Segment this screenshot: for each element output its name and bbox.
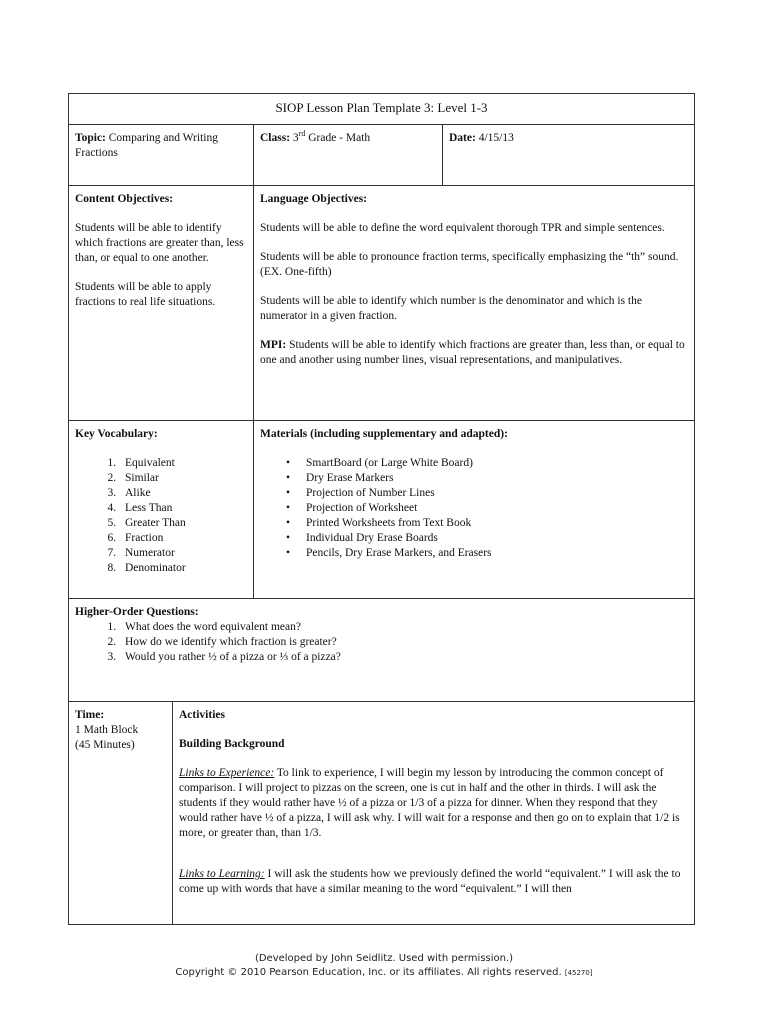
time-line-1: 1 Math Block xyxy=(75,724,139,736)
higher-order-questions-cell xyxy=(69,599,695,702)
vocabulary-item: 7. Numerator xyxy=(119,546,247,561)
mpi-text: Students will be able to identify which fractions are greater than, less than, or equal to one and another using number lines, visual representations, and manipulatives. xyxy=(260,339,685,366)
vocabulary-item: 1. Equivalent xyxy=(119,456,247,471)
date-value: 4/15/13 xyxy=(478,132,514,144)
vocabulary-item: 2. Similar xyxy=(119,471,247,486)
questions-list xyxy=(75,620,688,665)
class-value: Grade - Math xyxy=(308,132,371,144)
language-objective-item: Students will be able to identify which number is the denominator and which is the numerator in a given fraction. xyxy=(260,295,642,322)
activities-heading: Activities xyxy=(179,709,225,721)
topic-label: Topic: xyxy=(75,132,106,144)
lesson-plan-page xyxy=(68,93,694,925)
key-vocabulary-cell xyxy=(69,421,254,599)
materials-heading: Materials (including supplementary and adapted): xyxy=(260,428,508,440)
time-line-2: (45 Minutes) xyxy=(75,739,135,751)
links-to-learning-label: Links to Learning: xyxy=(179,868,265,880)
language-objective-item: Students will be able to pronounce fraction terms, specifically emphasizing the “th” sound. (EX. One-fifth) xyxy=(260,251,679,278)
vocabulary-item: 4. Less Than xyxy=(119,501,247,516)
question-item: 3. Would you rather ½ of a pizza or ⅓ of a pizza? xyxy=(119,650,688,665)
lesson-plan-table xyxy=(68,93,695,925)
time-cell xyxy=(69,702,173,925)
question-item: 2. How do we identify which fraction is greater? xyxy=(119,635,688,650)
materials-item: • SmartBoard (or Large White Board) xyxy=(260,456,688,471)
topic-value: Comparing and Writing Fractions xyxy=(75,132,218,159)
class-grade-suffix: rd xyxy=(298,129,306,139)
vocabulary-item: 5. Greater Than xyxy=(119,516,247,531)
vocabulary-list xyxy=(75,456,247,576)
topic-row xyxy=(69,125,695,186)
class-label: Class: xyxy=(260,132,291,144)
higher-order-questions-heading: Higher-Order Questions: xyxy=(75,606,199,618)
materials-item: • Dry Erase Markers xyxy=(260,471,688,486)
footer-copyright xyxy=(0,965,768,978)
date-cell xyxy=(443,125,695,186)
links-to-experience-label: Links to Experience: xyxy=(179,767,275,779)
language-objective-item: Students will be able to define the word equivalent thorough TPR and simple sentences. xyxy=(260,222,665,234)
title-row xyxy=(69,94,695,125)
materials-item: • Pencils, Dry Erase Markers, and Erasers xyxy=(260,546,688,561)
materials-item: • Projection of Number Lines xyxy=(260,486,688,501)
objectives-row xyxy=(69,186,695,421)
links-to-learning xyxy=(179,867,688,897)
language-objectives-heading: Language Objectives: xyxy=(260,193,368,205)
links-to-experience-text: To link to experience, I will begin my lesson by introducing the common concept of comparison. I will project to pizzas on the screen, one is cut in half and the other in thirds. I will ask the students if they would rather have ½ of a pizza or 1/3 of a pizza for dinner. When they respond that they would rather have ½ of a pizza, I will ask why. I will wait for a response and then go on to explain that 1/2 is more, or greater than, than 1/3. xyxy=(179,767,680,839)
mpi-label: MPI: xyxy=(260,339,287,351)
content-objective-item: Students will be able to identify which fractions are greater than, less than, or equal to one another. xyxy=(75,222,244,264)
vocabulary-materials-row xyxy=(69,421,695,599)
class-cell xyxy=(254,125,443,186)
mpi-objective xyxy=(260,338,688,368)
language-objectives-cell xyxy=(254,186,695,421)
materials-cell xyxy=(254,421,695,599)
materials-item: • Printed Worksheets from Text Book xyxy=(260,516,688,531)
building-background-heading: Building Background xyxy=(179,738,285,750)
materials-item: • Individual Dry Erase Boards xyxy=(260,531,688,546)
materials-item: • Projection of Worksheet xyxy=(260,501,688,516)
materials-list xyxy=(260,456,688,561)
content-objectives-cell xyxy=(69,186,254,421)
footer-copyright-text: Copyright © 2010 Pearson Education, Inc. or its affiliates. All rights reserved. xyxy=(175,967,562,978)
higher-order-questions-row xyxy=(69,599,695,702)
vocabulary-item: 3. Alike xyxy=(119,486,247,501)
date-label: Date: xyxy=(449,132,476,144)
content-objectives-heading: Content Objectives: xyxy=(75,193,174,205)
content-objective-item: Students will be able to apply fractions to real life situations. xyxy=(75,281,216,308)
time-label: Time: xyxy=(75,709,105,721)
links-to-learning-text: I will ask the students how we previously defined the world “equivalent.” I will ask the to come up with words that have a similar meaning to the word “equivalent.” I will then xyxy=(179,868,681,895)
question-item: 1. What does the word equivalent mean? xyxy=(119,620,688,635)
time-activities-row xyxy=(69,702,695,925)
page-title: SIOP Lesson Plan Template 3: Level 1-3 xyxy=(69,94,695,125)
vocabulary-item: 8. Denominator xyxy=(119,561,247,576)
links-to-experience xyxy=(179,766,688,841)
key-vocabulary-heading: Key Vocabulary: xyxy=(75,428,158,440)
class-grade-number: 3 xyxy=(292,132,299,144)
footer-code: [45270] xyxy=(564,969,593,977)
topic-cell xyxy=(69,125,254,186)
activities-cell xyxy=(173,702,695,925)
footer-credit: (Developed by John Seidlitz. Used with permission.) xyxy=(254,953,514,964)
vocabulary-item: 6. Fraction xyxy=(119,531,247,546)
